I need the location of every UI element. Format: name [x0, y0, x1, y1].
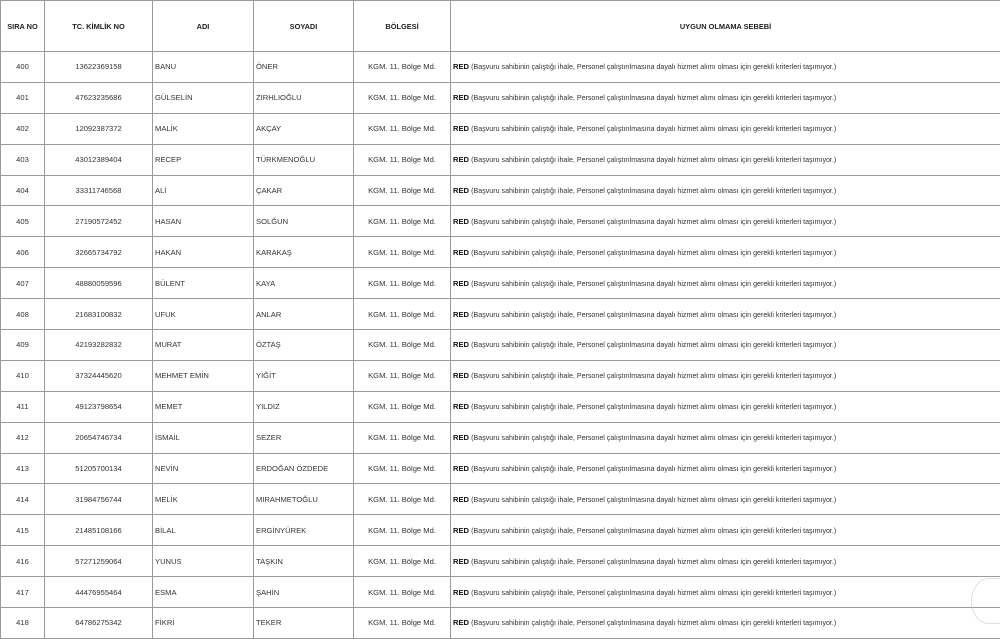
cell-soyadi: SEZER [254, 422, 354, 453]
reason-text: (Başvuru sahibinin çalıştığı ihale, Personel çalıştırılmasına dayalı hizmet alımı olması için gerekli kriterleri taşımıyor.) [471, 434, 836, 442]
status-red-label: RED [453, 217, 469, 226]
cell-sira-no: 406 [1, 237, 45, 268]
cell-adi: FİKRİ [153, 608, 254, 639]
reason-text: (Başvuru sahibinin çalıştığı ihale, Personel çalıştırılmasına dayalı hizmet alımı olması için gerekli kriterleri taşımıyor.) [471, 218, 836, 226]
cell-bolgesi: KGM. 11. Bölge Md. [354, 422, 451, 453]
cell-adi: ESMA [153, 577, 254, 608]
cell-uygun-olmama-sebebi [451, 268, 1000, 299]
status-red-label: RED [453, 588, 469, 597]
cell-sira-no: 403 [1, 144, 45, 175]
status-red-label: RED [453, 155, 469, 164]
cell-bolgesi: KGM. 11. Bölge Md. [354, 608, 451, 639]
cell-bolgesi: KGM. 11. Bölge Md. [354, 391, 451, 422]
cell-uygun-olmama-sebebi [451, 299, 1000, 330]
cell-adi: BANU [153, 52, 254, 83]
table-row [1, 577, 1000, 608]
table-body [1, 52, 1000, 639]
cell-tc-kimlik-no: 57271259064 [45, 546, 153, 577]
cell-soyadi: ŞAHİN [254, 577, 354, 608]
reason-text: (Başvuru sahibinin çalıştığı ihale, Personel çalıştırılmasına dayalı hizmet alımı olması için gerekli kriterleri taşımıyor.) [471, 94, 836, 102]
cell-bolgesi: KGM. 11. Bölge Md. [354, 515, 451, 546]
cell-bolgesi: KGM. 11. Bölge Md. [354, 237, 451, 268]
reason-text: (Başvuru sahibinin çalıştığı ihale, Personel çalıştırılmasına dayalı hizmet alımı olması için gerekli kriterleri taşımıyor.) [471, 465, 836, 473]
table-row [1, 82, 1000, 113]
cell-sira-no: 400 [1, 52, 45, 83]
cell-uygun-olmama-sebebi [451, 144, 1000, 175]
cell-sira-no: 410 [1, 360, 45, 391]
cell-tc-kimlik-no: 13622369158 [45, 52, 153, 83]
table-row [1, 546, 1000, 577]
status-red-label: RED [453, 526, 469, 535]
cell-adi: İSMAİL [153, 422, 254, 453]
reason-text: (Başvuru sahibinin çalıştığı ihale, Personel çalıştırılmasına dayalı hizmet alımı olması için gerekli kriterleri taşımıyor.) [471, 341, 836, 349]
table-row [1, 144, 1000, 175]
reason-text: (Başvuru sahibinin çalıştığı ihale, Personel çalıştırılmasına dayalı hizmet alımı olması için gerekli kriterleri taşımıyor.) [471, 619, 836, 627]
reason-text: (Başvuru sahibinin çalıştığı ihale, Personel çalıştırılmasına dayalı hizmet alımı olması için gerekli kriterleri taşımıyor.) [471, 249, 836, 257]
cell-soyadi: ZIRHLIOĞLU [254, 82, 354, 113]
status-red-label: RED [453, 186, 469, 195]
cell-soyadi: TAŞKIN [254, 546, 354, 577]
cell-adi: RECEP [153, 144, 254, 175]
table-row [1, 52, 1000, 83]
cell-bolgesi: KGM. 11. Bölge Md. [354, 206, 451, 237]
cell-tc-kimlik-no: 48880059596 [45, 268, 153, 299]
cell-tc-kimlik-no: 64786275342 [45, 608, 153, 639]
cell-tc-kimlik-no: 47623235686 [45, 82, 153, 113]
status-red-label: RED [453, 248, 469, 257]
table-row [1, 422, 1000, 453]
table-row [1, 360, 1000, 391]
header-soyadi: SOYADI [254, 1, 354, 52]
cell-bolgesi: KGM. 11. Bölge Md. [354, 360, 451, 391]
table-row [1, 237, 1000, 268]
cell-sira-no: 418 [1, 608, 45, 639]
stamp-mark [971, 578, 1000, 624]
cell-bolgesi: KGM. 11. Bölge Md. [354, 175, 451, 206]
reason-text: (Başvuru sahibinin çalıştığı ihale, Personel çalıştırılmasına dayalı hizmet alımı olması için gerekli kriterleri taşımıyor.) [471, 311, 836, 319]
reason-text: (Başvuru sahibinin çalıştığı ihale, Personel çalıştırılmasına dayalı hizmet alımı olması için gerekli kriterleri taşımıyor.) [471, 63, 836, 71]
cell-uygun-olmama-sebebi [451, 391, 1000, 422]
cell-soyadi: ÖZTAŞ [254, 330, 354, 361]
cell-adi: YUNUS [153, 546, 254, 577]
cell-tc-kimlik-no: 44476955464 [45, 577, 153, 608]
cell-adi: BÜLENT [153, 268, 254, 299]
cell-bolgesi: KGM. 11. Bölge Md. [354, 484, 451, 515]
status-red-label: RED [453, 618, 469, 627]
cell-bolgesi: KGM. 11. Bölge Md. [354, 144, 451, 175]
cell-bolgesi: KGM. 11. Bölge Md. [354, 453, 451, 484]
cell-soyadi: SOLĞUN [254, 206, 354, 237]
cell-tc-kimlik-no: 21485108166 [45, 515, 153, 546]
table-row [1, 515, 1000, 546]
header-uygun-olmama-sebebi: UYGUN OLMAMA SEBEBİ [451, 1, 1000, 52]
cell-tc-kimlik-no: 49123798654 [45, 391, 153, 422]
status-red-label: RED [453, 310, 469, 319]
cell-uygun-olmama-sebebi [451, 237, 1000, 268]
header-tc-kimlik-no: TC. KİMLİK NO [45, 1, 153, 52]
cell-soyadi: MIRAHMETOĞLU [254, 484, 354, 515]
table-row [1, 268, 1000, 299]
cell-tc-kimlik-no: 42193282832 [45, 330, 153, 361]
status-red-label: RED [453, 464, 469, 473]
cell-tc-kimlik-no: 21683100832 [45, 299, 153, 330]
cell-adi: MALİK [153, 113, 254, 144]
status-red-label: RED [453, 557, 469, 566]
table-row [1, 299, 1000, 330]
table-row [1, 206, 1000, 237]
reason-text: (Başvuru sahibinin çalıştığı ihale, Personel çalıştırılmasına dayalı hizmet alımı olması için gerekli kriterleri taşımıyor.) [471, 496, 836, 504]
cell-uygun-olmama-sebebi [451, 360, 1000, 391]
cell-soyadi: ANLAR [254, 299, 354, 330]
cell-tc-kimlik-no: 32665734792 [45, 237, 153, 268]
cell-bolgesi: KGM. 11. Bölge Md. [354, 82, 451, 113]
reason-text: (Başvuru sahibinin çalıştığı ihale, Personel çalıştırılmasına dayalı hizmet alımı olması için gerekli kriterleri taşımıyor.) [471, 280, 836, 288]
cell-adi: BİLAL [153, 515, 254, 546]
cell-bolgesi: KGM. 11. Bölge Md. [354, 299, 451, 330]
cell-sira-no: 405 [1, 206, 45, 237]
cell-sira-no: 407 [1, 268, 45, 299]
cell-bolgesi: KGM. 11. Bölge Md. [354, 330, 451, 361]
cell-soyadi: YILDIZ [254, 391, 354, 422]
cell-tc-kimlik-no: 27190572452 [45, 206, 153, 237]
cell-soyadi: ERDOĞAN ÖZDEDE [254, 453, 354, 484]
cell-adi: HASAN [153, 206, 254, 237]
cell-adi: UFUK [153, 299, 254, 330]
cell-sira-no: 415 [1, 515, 45, 546]
status-red-label: RED [453, 93, 469, 102]
reason-text: (Başvuru sahibinin çalıştığı ihale, Personel çalıştırılmasına dayalı hizmet alımı olması için gerekli kriterleri taşımıyor.) [471, 527, 836, 535]
cell-soyadi: ÖNER [254, 52, 354, 83]
cell-adi: GÜLSELİN [153, 82, 254, 113]
cell-tc-kimlik-no: 20654746734 [45, 422, 153, 453]
cell-uygun-olmama-sebebi [451, 515, 1000, 546]
reason-text: (Başvuru sahibinin çalıştığı ihale, Personel çalıştırılmasına dayalı hizmet alımı olması için gerekli kriterleri taşımıyor.) [471, 125, 836, 133]
status-red-label: RED [453, 62, 469, 71]
reason-text: (Başvuru sahibinin çalıştığı ihale, Personel çalıştırılmasına dayalı hizmet alımı olması için gerekli kriterleri taşımıyor.) [471, 403, 836, 411]
cell-sira-no: 404 [1, 175, 45, 206]
cell-soyadi: ÇAKAR [254, 175, 354, 206]
header-sira-no: SIRA NO [1, 1, 45, 52]
cell-sira-no: 417 [1, 577, 45, 608]
cell-tc-kimlik-no: 43012389404 [45, 144, 153, 175]
cell-tc-kimlik-no: 51205700134 [45, 453, 153, 484]
cell-uygun-olmama-sebebi [451, 52, 1000, 83]
cell-uygun-olmama-sebebi [451, 453, 1000, 484]
cell-adi: MELİK [153, 484, 254, 515]
cell-uygun-olmama-sebebi [451, 484, 1000, 515]
cell-bolgesi: KGM. 11. Bölge Md. [354, 577, 451, 608]
cell-soyadi: TEKER [254, 608, 354, 639]
cell-bolgesi: KGM. 11. Bölge Md. [354, 546, 451, 577]
status-red-label: RED [453, 124, 469, 133]
header-row [1, 1, 1000, 52]
cell-uygun-olmama-sebebi [451, 422, 1000, 453]
header-bolgesi: BÖLGESİ [354, 1, 451, 52]
cell-adi: ALİ [153, 175, 254, 206]
header-adi: ADI [153, 1, 254, 52]
cell-soyadi: TÜRKMENOĞLU [254, 144, 354, 175]
cell-soyadi: KAYA [254, 268, 354, 299]
cell-soyadi: KARAKAŞ [254, 237, 354, 268]
cell-bolgesi: KGM. 11. Bölge Md. [354, 52, 451, 83]
cell-sira-no: 412 [1, 422, 45, 453]
table-row [1, 391, 1000, 422]
cell-uygun-olmama-sebebi [451, 330, 1000, 361]
cell-uygun-olmama-sebebi [451, 175, 1000, 206]
reason-text: (Başvuru sahibinin çalıştığı ihale, Personel çalıştırılmasına dayalı hizmet alımı olması için gerekli kriterleri taşımıyor.) [471, 372, 836, 380]
status-red-label: RED [453, 340, 469, 349]
cell-sira-no: 414 [1, 484, 45, 515]
cell-soyadi: AKÇAY [254, 113, 354, 144]
cell-tc-kimlik-no: 33311746568 [45, 175, 153, 206]
cell-bolgesi: KGM. 11. Bölge Md. [354, 113, 451, 144]
cell-bolgesi: KGM. 11. Bölge Md. [354, 268, 451, 299]
reason-text: (Başvuru sahibinin çalıştığı ihale, Personel çalıştırılmasına dayalı hizmet alımı olması için gerekli kriterleri taşımıyor.) [471, 187, 836, 195]
cell-tc-kimlik-no: 12092387372 [45, 113, 153, 144]
cell-adi: MEMET [153, 391, 254, 422]
cell-adi: HAKAN [153, 237, 254, 268]
status-red-label: RED [453, 433, 469, 442]
status-red-label: RED [453, 279, 469, 288]
cell-uygun-olmama-sebebi [451, 546, 1000, 577]
status-red-label: RED [453, 402, 469, 411]
cell-adi: MURAT [153, 330, 254, 361]
table-row [1, 175, 1000, 206]
cell-sira-no: 409 [1, 330, 45, 361]
cell-soyadi: YİĞİT [254, 360, 354, 391]
table-row [1, 453, 1000, 484]
table-row [1, 113, 1000, 144]
status-red-label: RED [453, 371, 469, 380]
status-red-label: RED [453, 495, 469, 504]
cell-uygun-olmama-sebebi [451, 577, 1000, 608]
reason-text: (Başvuru sahibinin çalıştığı ihale, Personel çalıştırılmasına dayalı hizmet alımı olması için gerekli kriterleri taşımıyor.) [471, 589, 836, 597]
cell-uygun-olmama-sebebi [451, 82, 1000, 113]
cell-sira-no: 408 [1, 299, 45, 330]
reason-text: (Başvuru sahibinin çalıştığı ihale, Personel çalıştırılmasına dayalı hizmet alımı olması için gerekli kriterleri taşımıyor.) [471, 558, 836, 566]
table-row [1, 330, 1000, 361]
cell-sira-no: 402 [1, 113, 45, 144]
cell-uygun-olmama-sebebi [451, 206, 1000, 237]
cell-tc-kimlik-no: 37324445620 [45, 360, 153, 391]
cell-tc-kimlik-no: 31984756744 [45, 484, 153, 515]
cell-soyadi: ERGİNYÜREK [254, 515, 354, 546]
cell-adi: NEVİN [153, 453, 254, 484]
cell-sira-no: 411 [1, 391, 45, 422]
cell-uygun-olmama-sebebi [451, 113, 1000, 144]
cell-sira-no: 401 [1, 82, 45, 113]
cell-sira-no: 413 [1, 453, 45, 484]
reason-text: (Başvuru sahibinin çalıştığı ihale, Personel çalıştırılmasına dayalı hizmet alımı olması için gerekli kriterleri taşımıyor.) [471, 156, 836, 164]
cell-adi: MEHMET EMİN [153, 360, 254, 391]
cell-sira-no: 416 [1, 546, 45, 577]
table-row [1, 484, 1000, 515]
table-header [1, 1, 1000, 52]
